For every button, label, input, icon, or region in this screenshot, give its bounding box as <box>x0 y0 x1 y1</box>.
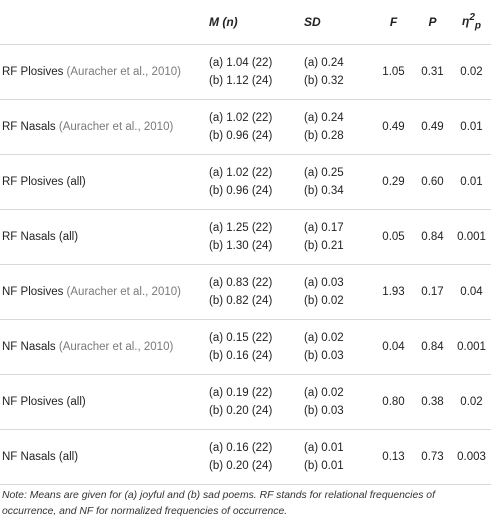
header-f: F <box>374 0 413 45</box>
eta-cell: 0.001 <box>452 210 491 265</box>
table-row <box>0 100 491 155</box>
eta-cell: 0.04 <box>452 265 491 320</box>
row-label <box>0 265 209 320</box>
mean-sad: (b) 0.96 (24) <box>209 185 273 197</box>
table-note: Note: Means are given for (a) joyful and (b) sad poems. RF stands for relational frequencies of occurrence, and NF for normalized frequencies of occurrence. <box>2 490 435 517</box>
sd-joyful: (a) 0.03 <box>304 277 344 289</box>
mean-joyful: (a) 1.25 (22) <box>209 222 273 234</box>
header-eta <box>452 0 491 45</box>
row-label-text: RF Nasals <box>2 121 59 133</box>
table-header <box>0 0 491 45</box>
sd-cell <box>304 155 374 210</box>
mean-joyful: (a) 0.16 (22) <box>209 442 273 454</box>
sd-joyful: (a) 0.17 <box>304 222 344 234</box>
row-label-text: NF Plosives (all) <box>2 396 86 408</box>
sd-cell <box>304 320 374 375</box>
mean-sad: (b) 0.82 (24) <box>209 295 273 307</box>
sd-sad: (b) 0.03 <box>304 405 344 417</box>
eta-cell: 0.01 <box>452 100 491 155</box>
mean-cell <box>209 430 304 485</box>
sd-sad: (b) 0.02 <box>304 295 344 307</box>
sd-cell <box>304 265 374 320</box>
p-cell: 0.84 <box>413 320 452 375</box>
sd-joyful: (a) 0.24 <box>304 112 344 124</box>
mean-sad: (b) 0.20 (24) <box>209 460 273 472</box>
row-label-text: RF Nasals (all) <box>2 231 79 243</box>
sd-sad: (b) 0.28 <box>304 130 344 142</box>
row-label-text: RF Plosives (all) <box>2 176 86 188</box>
f-cell: 0.49 <box>374 100 413 155</box>
row-label <box>0 155 209 210</box>
p-cell: 0.84 <box>413 210 452 265</box>
mean-sad: (b) 0.96 (24) <box>209 130 273 142</box>
table-row <box>0 45 491 100</box>
p-cell: 0.60 <box>413 155 452 210</box>
table-row <box>0 210 491 265</box>
p-cell: 0.38 <box>413 375 452 430</box>
row-label <box>0 320 209 375</box>
mean-joyful: (a) 1.02 (22) <box>209 167 273 179</box>
header-sd: SD <box>304 0 374 45</box>
f-cell: 1.93 <box>374 265 413 320</box>
mean-joyful: (a) 0.83 (22) <box>209 277 273 289</box>
row-label <box>0 45 209 100</box>
row-label <box>0 210 209 265</box>
header-eta-sub: p <box>474 20 481 32</box>
header-eta-symbol: η <box>461 14 470 29</box>
sd-joyful: (a) 0.02 <box>304 332 344 344</box>
sd-joyful: (a) 0.24 <box>304 57 344 69</box>
row-citation: (Auracher et al., 2010) <box>66 66 181 78</box>
sd-sad: (b) 0.03 <box>304 350 344 362</box>
row-label <box>0 100 209 155</box>
row-label-text: RF Plosives <box>2 66 67 78</box>
f-cell: 0.80 <box>374 375 413 430</box>
row-citation: (Auracher et al., 2010) <box>66 286 181 298</box>
f-cell: 1.05 <box>374 45 413 100</box>
row-citation: (Auracher et al., 2010) <box>58 341 174 353</box>
row-label <box>0 375 209 430</box>
sd-cell <box>304 375 374 430</box>
f-cell: 0.04 <box>374 320 413 375</box>
sd-sad: (b) 0.21 <box>304 240 344 252</box>
mean-sad: (b) 0.20 (24) <box>209 405 273 417</box>
mean-cell <box>209 320 304 375</box>
sd-sad: (b) 0.34 <box>304 185 344 197</box>
table-row <box>0 320 491 375</box>
table-row <box>0 265 491 320</box>
mean-joyful: (a) 0.19 (22) <box>209 387 273 399</box>
header-p: P <box>413 0 452 45</box>
row-citation: (Auracher et al., 2010) <box>58 121 174 133</box>
mean-cell <box>209 375 304 430</box>
mean-cell <box>209 155 304 210</box>
sd-joyful: (a) 0.02 <box>304 387 344 399</box>
f-cell: 0.05 <box>374 210 413 265</box>
header-mean: M (n) <box>209 0 304 45</box>
row-label-text: NF Nasals <box>2 341 59 353</box>
sd-cell <box>304 210 374 265</box>
sd-cell <box>304 100 374 155</box>
mean-cell <box>209 45 304 100</box>
row-label <box>0 430 209 485</box>
p-cell: 0.73 <box>413 430 452 485</box>
mean-cell <box>209 210 304 265</box>
f-cell: 0.13 <box>374 430 413 485</box>
mean-joyful: (a) 1.02 (22) <box>209 112 273 124</box>
eta-cell: 0.02 <box>452 45 491 100</box>
mean-cell <box>209 265 304 320</box>
header-eta-sup: 2 <box>469 12 475 24</box>
header-row <box>0 0 491 45</box>
eta-cell: 0.01 <box>452 155 491 210</box>
f-cell: 0.29 <box>374 155 413 210</box>
sd-sad: (b) 0.01 <box>304 460 344 472</box>
mean-sad: (b) 1.30 (24) <box>209 240 273 252</box>
eta-cell: 0.001 <box>452 320 491 375</box>
table-row <box>0 430 491 485</box>
mean-sad: (b) 0.16 (24) <box>209 350 273 362</box>
sd-joyful: (a) 0.01 <box>304 442 344 454</box>
row-label-text: NF Plosives <box>2 286 67 298</box>
mean-joyful: (a) 1.04 (22) <box>209 57 273 69</box>
eta-cell: 0.003 <box>452 430 491 485</box>
p-cell: 0.17 <box>413 265 452 320</box>
table-body <box>0 45 491 485</box>
sd-cell <box>304 430 374 485</box>
eta-cell: 0.02 <box>452 375 491 430</box>
mean-sad: (b) 1.12 (24) <box>209 75 273 87</box>
header-label <box>0 0 209 45</box>
sd-sad: (b) 0.32 <box>304 75 344 87</box>
row-label-text: NF Nasals (all) <box>2 451 79 463</box>
sd-cell <box>304 45 374 100</box>
table-row <box>0 155 491 210</box>
sd-joyful: (a) 0.25 <box>304 167 344 179</box>
mean-cell <box>209 100 304 155</box>
mean-joyful: (a) 0.15 (22) <box>209 332 273 344</box>
p-cell: 0.49 <box>413 100 452 155</box>
p-cell: 0.31 <box>413 45 452 100</box>
table-row <box>0 375 491 430</box>
